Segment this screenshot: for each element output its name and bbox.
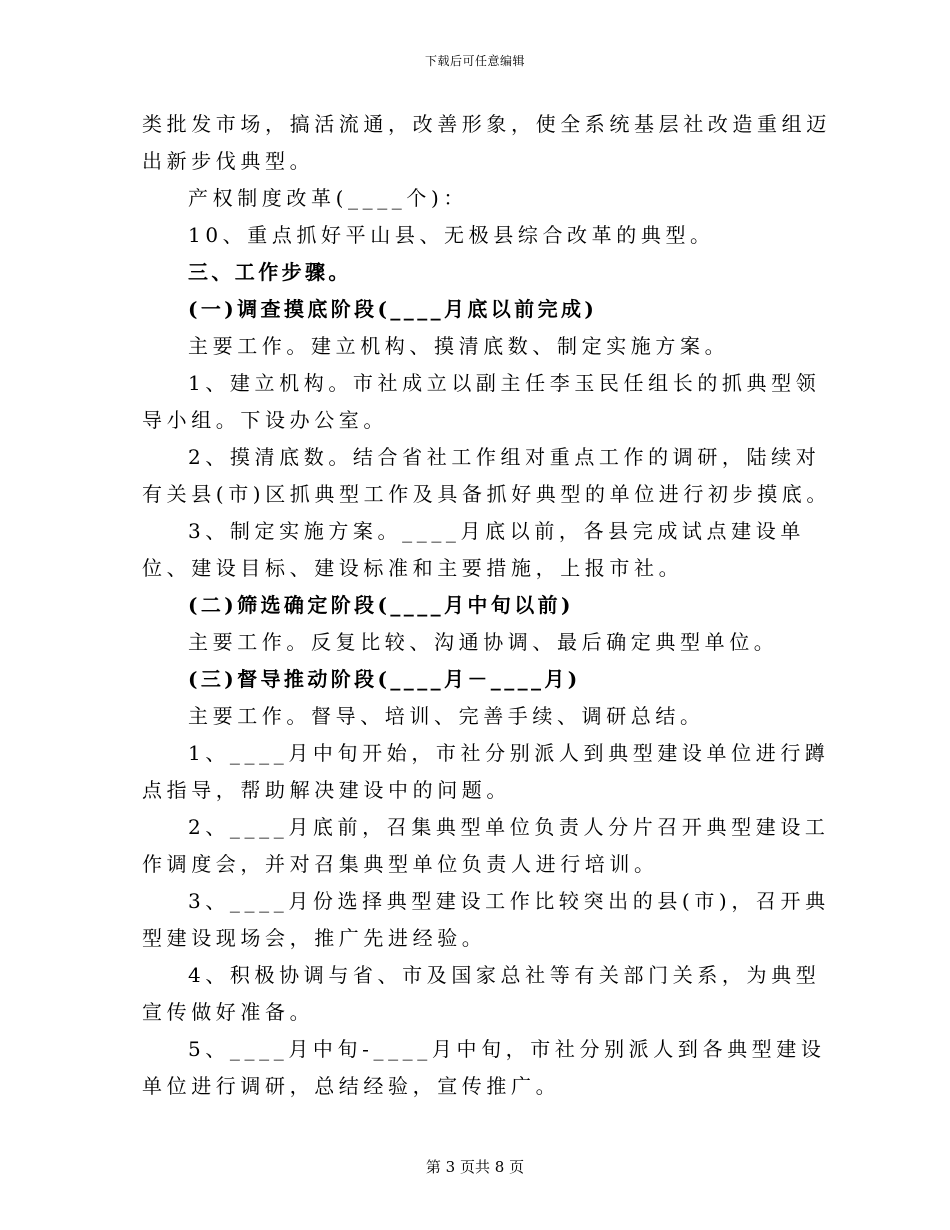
paragraph: 类批发市场，搞活流通，改善形象，使全系统基层社改造重组迈出新步伐典型。 (142, 112, 831, 173)
paragraph: 产权制度改革(____个)： (188, 186, 469, 210)
paragraph: 3、____月份选择典型建设工作比较突出的县(市)，召开典型建设现场会，推广先进经验。 (142, 889, 830, 950)
paragraph: 3、制定实施方案。____月底以前，各县完成试点建设单位、建设目标、建设标准和主要措施，上报市社。 (142, 519, 805, 580)
paragraph: 主要工作。督导、培训、完善手续、调研总结。 (188, 704, 705, 728)
page-header: 下载后可任意编辑 (424, 54, 525, 68)
section-heading: 三、工作步骤。 (188, 260, 352, 284)
subsection-heading: (二)筛选确定阶段(____月中旬以前) (188, 593, 574, 617)
paragraph: 2、摸清底数。结合省社工作组对重点工作的调研，陆续对有关县(市)区抓典型工作及具备抓好典型的单位进行初步摸底。 (142, 445, 832, 506)
paragraph: 1、____月中旬开始，市社分别派人到典型建设单位进行蹲点指导，帮助解决建设中的问题。 (142, 741, 830, 802)
paragraph: 2、____月底前，召集典型单位负责人分片召开典型建设工作调度会，并对召集典型单位负责人进行培训。 (142, 815, 830, 876)
paragraph: 10、重点抓好平山县、无极县综合改革的典型。 (188, 223, 715, 247)
page-footer: 第 3 页共 8 页 (425, 1158, 525, 1176)
document-body (142, 106, 832, 1105)
subsection-heading: (三)督导推动阶段(____月－____月) (188, 667, 581, 691)
paragraph: 主要工作。建立机构、摸清底数、制定实施方案。 (188, 334, 730, 358)
paragraph: 5、____月中旬-____月中旬，市社分别派人到各典型建设单位进行调研，总结经验，宣传推广。 (142, 1037, 826, 1098)
paragraph: 1、建立机构。市社成立以副主任李玉民任组长的抓典型领导小组。下设办公室。 (142, 371, 821, 432)
paragraph: 主要工作。反复比较、沟通协调、最后确定典型单位。 (188, 630, 779, 654)
subsection-heading: (一)调查摸底阶段(____月底以前完成) (188, 297, 598, 321)
paragraph: 4、积极协调与省、市及国家总社等有关部门关系，为典型宣传做好准备。 (142, 963, 821, 1024)
